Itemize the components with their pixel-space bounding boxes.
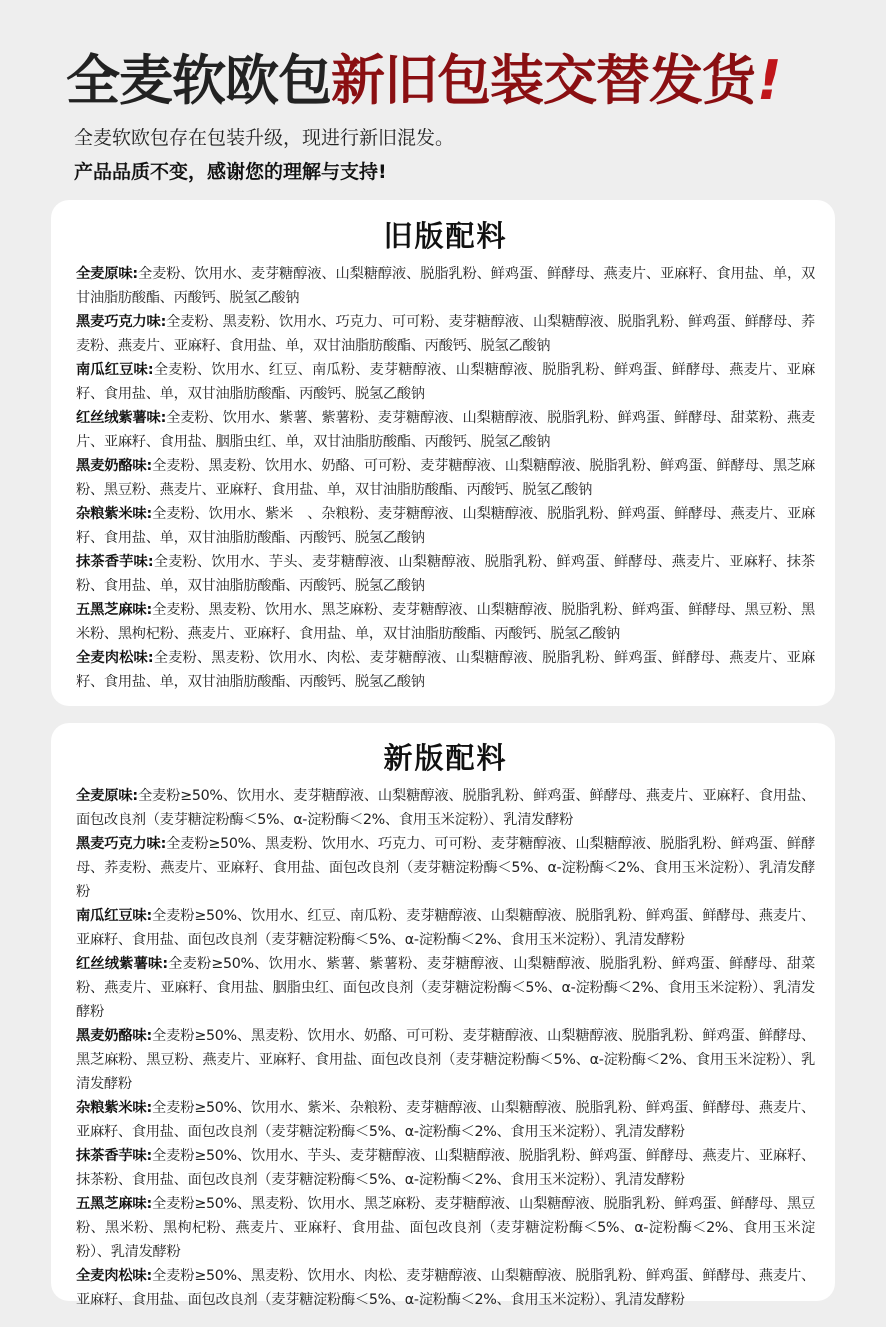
headline <box>66 46 781 116</box>
ingredient-text: 全麦粉、饮用水、红豆、南瓜粉、麦芽糖醇液、山梨糖醇液、脱脂乳粉、鲜鸡蛋、鲜酵母、燕麦片、亚麻籽、食用盐、单，双甘油脂肪酸酯、丙酸钙、脱氢乙酸钠 <box>76 362 815 402</box>
flavor-name: 杂粮紫米味: <box>76 1100 152 1116</box>
ingredient-text: 全麦粉≥50%、饮用水、麦芽糖醇液、山梨糖醇液、脱脂乳粉、鲜鸡蛋、鲜酵母、燕麦片、亚麻籽、食用盐、面包改良剂（麦芽糖淀粉酶＜5%、α-淀粉酶＜2%、食用玉米淀粉）、乳清发酵粉 <box>76 788 816 828</box>
headline-notice: 新旧包装交替发货 <box>331 49 755 112</box>
ingredient-item <box>76 952 815 1024</box>
ingredient-text: 全麦粉≥50%、黑麦粉、饮用水、奶酪、可可粉、麦芽糖醇液、山梨糖醇液、脱脂乳粉、鲜鸡蛋、鲜酵母、黑芝麻粉、黑豆粉、燕麦片、亚麻籽、食用盐、面包改良剂（麦芽糖淀粉酶＜5%、α-淀粉酶＜2%、食用玉米淀粉）、乳清发酵粉 <box>76 1028 815 1092</box>
flavor-name: 全麦原味: <box>76 266 138 282</box>
ingredient-item <box>76 1264 815 1312</box>
ingredient-item <box>76 406 815 454</box>
ingredient-text: 全麦粉≥50%、饮用水、紫米、杂粮粉、麦芽糖醇液、山梨糖醇液、脱脂乳粉、鲜鸡蛋、鲜酵母、燕麦片、亚麻籽、食用盐、面包改良剂（麦芽糖淀粉酶＜5%、α-淀粉酶＜2%、食用玉米淀粉）、乳清发酵粉 <box>76 1100 815 1140</box>
flavor-name: 全麦肉松味: <box>76 650 154 666</box>
flavor-name: 黑麦奶酪味: <box>76 1028 152 1044</box>
ingredient-item <box>76 454 815 502</box>
flavor-name: 红丝绒紫薯味: <box>76 410 167 426</box>
ingredient-text: 全麦粉、饮用水、麦芽糖醇液、山梨糖醇液、脱脂乳粉、鲜鸡蛋、鲜酵母、燕麦片、亚麻籽、食用盐、单，双甘油脂肪酸酯、丙酸钙、脱氢乙酸钠 <box>76 266 816 306</box>
flavor-name: 全麦原味: <box>76 788 138 804</box>
ingredient-item <box>76 1192 815 1264</box>
ingredient-text: 全麦粉≥50%、黑麦粉、饮用水、肉松、麦芽糖醇液、山梨糖醇液、脱脂乳粉、鲜鸡蛋、鲜酵母、燕麦片、亚麻籽、食用盐、面包改良剂（麦芽糖淀粉酶＜5%、α-淀粉酶＜2%、食用玉米淀粉）、乳清发酵粉 <box>76 1268 815 1308</box>
old-ingredients-title: 旧版配料 <box>383 219 508 253</box>
flavor-name: 南瓜红豆味: <box>76 362 154 378</box>
ingredient-text: 全麦粉、黑麦粉、饮用水、奶酪、可可粉、麦芽糖醇液、山梨糖醇液、脱脂乳粉、鲜鸡蛋、鲜酵母、黑芝麻粉、黑豆粉、燕麦片、亚麻籽、食用盐、单，双甘油脂肪酸酯、丙酸钙、脱氢乙酸钠 <box>76 458 816 498</box>
new-ingredients-title: 新版配料 <box>383 741 508 775</box>
ingredient-text: 全麦粉、饮用水、芋头、麦芽糖醇液、山梨糖醇液、脱脂乳粉、鲜鸡蛋、鲜酵母、燕麦片、亚麻籽、抹茶粉、食用盐、单，双甘油脂肪酸酯、丙酸钙、脱氢乙酸钠 <box>76 554 815 594</box>
flavor-name: 南瓜红豆味: <box>76 908 152 924</box>
ingredient-item <box>76 832 815 904</box>
ingredient-item <box>76 598 815 646</box>
flavor-name: 红丝绒紫薯味: <box>76 956 168 972</box>
ingredient-text: 全麦粉、饮用水、紫米 、杂粮粉、麦芽糖醇液、山梨糖醇液、脱脂乳粉、鲜鸡蛋、鲜酵母、燕麦片、亚麻籽、食用盐、单，双甘油脂肪酸酯、丙酸钙、脱氢乙酸钠 <box>76 506 816 546</box>
headline-product: 全麦软欧包 <box>66 49 331 112</box>
ingredient-item <box>76 1024 815 1096</box>
flavor-name: 五黑芝麻味: <box>76 602 152 618</box>
ingredient-item <box>76 904 815 952</box>
ingredient-item <box>76 1096 815 1144</box>
old-ingredients-card <box>51 200 835 706</box>
flavor-name: 全麦肉松味: <box>76 1268 152 1284</box>
ingredient-item <box>76 784 815 832</box>
ingredient-text: 全麦粉、黑麦粉、饮用水、巧克力、可可粉、麦芽糖醇液、山梨糖醇液、脱脂乳粉、鲜鸡蛋、鲜酵母、荞麦粉、燕麦片、亚麻籽、食用盐、单，双甘油脂肪酸酯、丙酸钙、脱氢乙酸钠 <box>76 314 815 354</box>
ingredient-item <box>76 358 815 406</box>
notice-line-2: 产品品质不变，感谢您的理解与支持! <box>74 161 387 183</box>
ingredient-text: 全麦粉≥50%、黑麦粉、饮用水、黑芝麻粉、麦芽糖醇液、山梨糖醇液、脱脂乳粉、鲜鸡蛋、鲜酵母、黑豆粉、黑米粉、黑枸杞粉、燕麦片、亚麻籽、食用盐、面包改良剂（麦芽糖淀粉酶＜5%、α-淀粉酶＜2%、食用玉米淀粉）、乳清发酵粉 <box>76 1196 815 1260</box>
ingredient-item <box>76 1144 815 1192</box>
ingredient-item <box>76 646 815 694</box>
flavor-name: 杂粮紫米味: <box>76 506 152 522</box>
ingredient-item <box>76 502 815 550</box>
flavor-name: 黑麦巧克力味: <box>76 836 166 852</box>
ingredient-text: 全麦粉≥50%、黑麦粉、饮用水、巧克力、可可粉、麦芽糖醇液、山梨糖醇液、脱脂乳粉、鲜鸡蛋、鲜酵母、荞麦粉、燕麦片、亚麻籽、食用盐、面包改良剂（麦芽糖淀粉酶＜5%、α-淀粉酶＜2%、食用玉米淀粉）、乳清发酵粉 <box>76 836 815 900</box>
new-ingredients-card <box>51 723 835 1308</box>
ingredient-item <box>76 262 815 310</box>
ingredient-text: 全麦粉≥50%、饮用水、芋头、麦芽糖醇液、山梨糖醇液、脱脂乳粉、鲜鸡蛋、鲜酵母、燕麦片、亚麻籽、抹茶粉、食用盐、面包改良剂（麦芽糖淀粉酶＜5%、α-淀粉酶＜2%、食用玉米淀粉）、乳清发酵粉 <box>76 1148 815 1188</box>
flavor-name: 黑麦巧克力味: <box>76 314 167 330</box>
flavor-name: 抹茶香芋味: <box>76 554 154 570</box>
ingredient-text: 全麦粉≥50%、饮用水、红豆、南瓜粉、麦芽糖醇液、山梨糖醇液、脱脂乳粉、鲜鸡蛋、鲜酵母、燕麦片、亚麻籽、食用盐、面包改良剂（麦芽糖淀粉酶＜5%、α-淀粉酶＜2%、食用玉米淀粉）、乳清发酵粉 <box>76 908 815 948</box>
ingredient-text: 全麦粉、黑麦粉、饮用水、肉松、麦芽糖醇液、山梨糖醇液、脱脂乳粉、鲜鸡蛋、鲜酵母、燕麦片、亚麻籽、食用盐、单，双甘油脂肪酸酯、丙酸钙、脱氢乙酸钠 <box>76 650 815 690</box>
ingredient-text: 全麦粉、黑麦粉、饮用水、黑芝麻粉、麦芽糖醇液、山梨糖醇液、脱脂乳粉、鲜鸡蛋、鲜酵母、黑豆粉、黑米粉、黑枸杞粉、燕麦片、亚麻籽、食用盐、单，双甘油脂肪酸酯、丙酸钙、脱氢乙酸钠 <box>76 602 816 642</box>
new-ingredients-list <box>76 784 815 1312</box>
flavor-name: 抹茶香芋味: <box>76 1148 152 1164</box>
headline-exclamation: ! <box>757 49 781 112</box>
flavor-name: 黑麦奶酪味: <box>76 458 152 474</box>
old-ingredients-list <box>76 262 815 694</box>
flavor-name: 五黑芝麻味: <box>76 1196 152 1212</box>
ingredient-item <box>76 310 815 358</box>
ingredient-item <box>76 550 815 598</box>
notice-line-1: 全麦软欧包存在包装升级，现进行新旧混发。 <box>74 127 455 149</box>
ingredient-text: 全麦粉、饮用水、紫薯、紫薯粉、麦芽糖醇液、山梨糖醇液、脱脂乳粉、鲜鸡蛋、鲜酵母、甜菜粉、燕麦片、亚麻籽、食用盐、胭脂虫红、单，双甘油脂肪酸酯、丙酸钙、脱氢乙酸钠 <box>76 410 815 450</box>
ingredient-text: 全麦粉≥50%、饮用水、紫薯、紫薯粉、麦芽糖醇液、山梨糖醇液、脱脂乳粉、鲜鸡蛋、鲜酵母、甜菜粉、燕麦片、亚麻籽、食用盐、胭脂虫红、面包改良剂（麦芽糖淀粉酶＜5%、α-淀粉酶＜2%、食用玉米淀粉）、乳清发酵粉 <box>76 956 815 1020</box>
